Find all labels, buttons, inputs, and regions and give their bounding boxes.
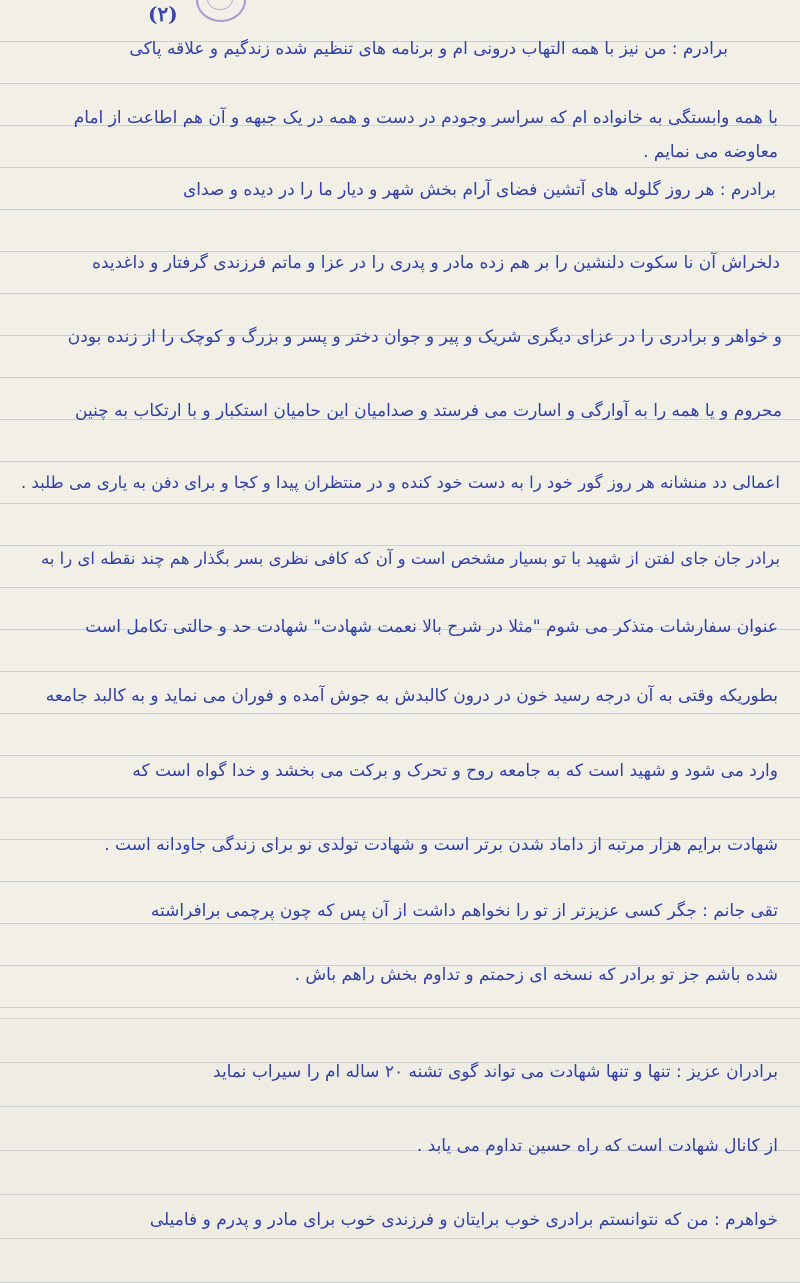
handwritten-line: تقی جانم : جگر کسی عزیزتر از تو را نخواهم داشت از آن پس که چون پرچمی برافراشته — [150, 901, 778, 921]
page-number: (۲) — [148, 2, 178, 26]
handwritten-line: دلخراش آن نا سکوت دلنشین را بر هم زده مادر و پدری را در عزا و ماتم فرزندی گرفتار و داغدیده — [92, 253, 780, 273]
handwritten-line: خواهرم : من که نتوانستم برادری خوب برایتان و فرزندی خوب برای مادر و پدرم و فامیلی — [149, 1210, 778, 1230]
handwritten-line: برادرم : هر روز گلوله های آتشین فضای آرام بخش شهر و دیار ما را در دیده و صدای — [182, 180, 776, 200]
handwritten-line: برادران عزیز : تنها و تنها شهادت می تواند گوی تشنه ۲۰ ساله ام را سیراب نماید — [213, 1062, 778, 1082]
handwritten-line: معاوضه می نمایم . — [643, 142, 778, 162]
handwritten-line: و خواهر و برادری را در عزای دیگری شریک و پیر و جوان دختر و پسر و بزرگ و کوچک را از زنده بودن — [67, 327, 782, 347]
handwritten-line: عنوان سفارشات متذکر می شوم "مثلا در شرح بالا نعمت شهادت" شهادت حد و حالتی تکامل است — [85, 617, 778, 637]
handwritten-line: محروم و یا همه را به آوارگی و اسارت می فرستد و صدامیان این حامیان استکبار و با ارتکاب به چنین — [75, 401, 782, 421]
handwritten-line: بطوریکه وقتی به آن درجه رسید خون در درون کالبدش به جوش آمده و فوران می نماید و به کالبد جامعه — [45, 686, 778, 706]
handwritten-line: برادر جان جای لفتن از شهید با تو بسیار مشخص است و آن که کافی نظری بسر بگذار هم چند نقطه ای را به — [40, 549, 780, 568]
lower-sheet — [0, 1018, 800, 1283]
handwritten-line: با همه وابستگی به خانواده ام که سراسر وجودم در دست و همه در یک جبهه و آن هم اطاعت از امام — [73, 108, 778, 128]
handwritten-line: برادرم : من نیز با همه التهاب درونی ام و برنامه های تنظیم شده زندگیم و علاقه پاکی — [129, 39, 728, 59]
handwritten-line: شهادت برایم هزار مرتبه از داماد شدن برتر است و شهادت تولدی نو برای زندگی جاودانه است . — [104, 835, 778, 855]
handwritten-line: وارد می شود و شهید است که به جامعه روح و تحرک و برکت می بخشد و خدا گواه است که — [132, 761, 778, 781]
handwritten-line: از کانال شهادت است که راه حسین تداوم می یابد . — [416, 1136, 778, 1156]
handwritten-line: اعمالی دد منشانه هر روز گور خود را به دست خود کنده و در منتظران پیدا و کجا و برای دفن به یاری می طلبد . — [20, 473, 780, 492]
ink-stamp — [196, 0, 246, 22]
handwritten-line: شده باشم جز تو برادر که نسخه ای زحمتم و تداوم بخش راهم باش . — [294, 965, 778, 985]
